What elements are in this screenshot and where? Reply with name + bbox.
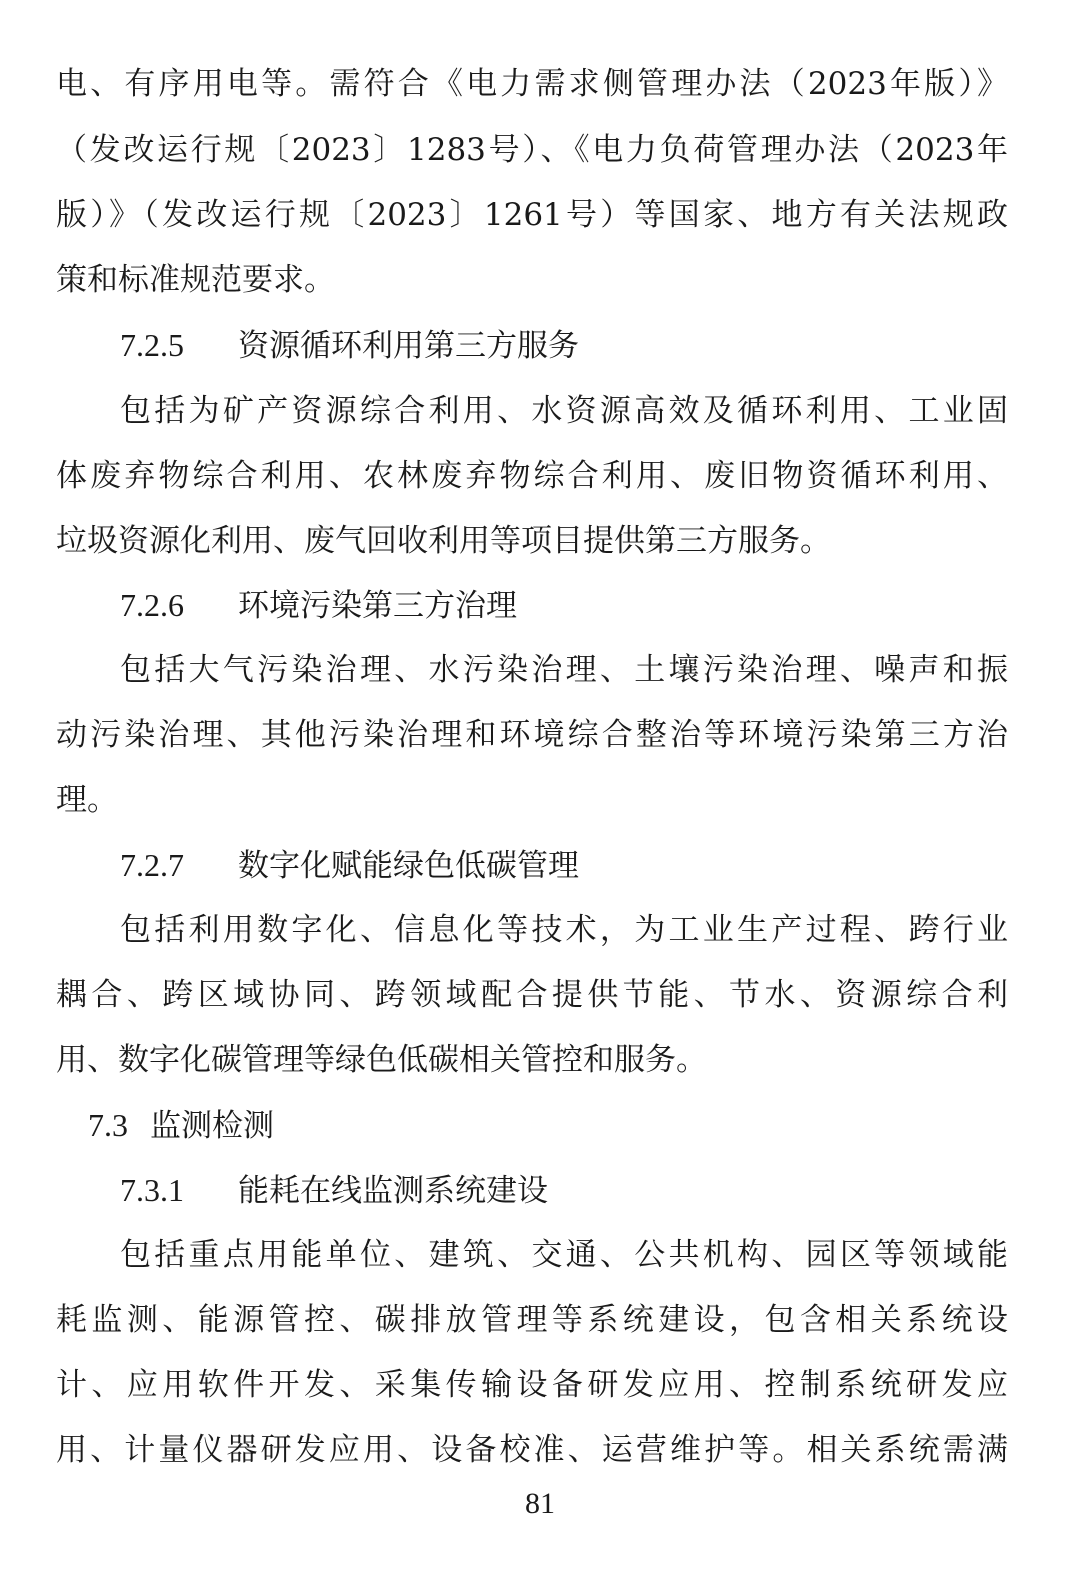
section-title: 能耗在线监测系统建设 xyxy=(238,1173,548,1209)
section-heading-7-2-6 xyxy=(120,581,517,629)
paragraph-line: 用、计量仪器研发应用、设备校准、运营维护等。相关系统需满 xyxy=(56,1432,1008,1468)
paragraph-line: 包括大气污染治理、水污染治理、土壤污染治理、噪声和振 xyxy=(120,652,1008,688)
section-number: 7.2.7 xyxy=(120,847,184,883)
section-heading-7-2-7 xyxy=(120,841,579,889)
section-number: 7.3.1 xyxy=(120,1172,184,1208)
paragraph-line: 垃圾资源化利用、废气回收利用等项目提供第三方服务。 xyxy=(56,523,831,559)
paragraph-line: 体废弃物综合利用、农林废弃物综合利用、废旧物资循环利用、 xyxy=(56,458,1008,494)
paragraph-line: 策和标准规范要求。 xyxy=(56,262,335,298)
paragraph-line: 计、应用软件开发、采集传输设备研发应用、控制系统研发应 xyxy=(56,1367,1008,1403)
section-title: 资源循环利用第三方服务 xyxy=(238,328,579,364)
paragraph-line: 电、有序用电等。需符合《电力需求侧管理办法（2023年版）》 xyxy=(56,66,1008,102)
section-number: 7.2.5 xyxy=(120,327,184,363)
paragraph-line: 包括利用数字化、信息化等技术，为工业生产过程、跨行业 xyxy=(120,912,1008,948)
paragraph-line: 包括重点用能单位、建筑、交通、公共机构、园区等领域能 xyxy=(120,1237,1008,1273)
section-title: 监测检测 xyxy=(150,1108,274,1144)
paragraph-line: 包括为矿产资源综合利用、水资源高效及循环利用、工业固 xyxy=(120,393,1008,429)
page-number: 81 xyxy=(525,1487,555,1520)
paragraph-line: 动污染治理、其他污染治理和环境综合整治等环境污染第三方治 xyxy=(56,717,1008,753)
paragraph-line: （发改运行规〔2023〕1283号）、《电力负荷管理办法（2023年 xyxy=(56,132,1008,168)
paragraph-line: 用、数字化碳管理等绿色低碳相关管控和服务。 xyxy=(56,1042,707,1078)
section-number: 7.2.6 xyxy=(120,587,184,623)
section-title: 环境污染第三方治理 xyxy=(238,588,517,624)
section-heading-7-3 xyxy=(88,1101,274,1149)
paragraph-line: 耗监测、能源管控、碳排放管理等系统建设，包含相关系统设 xyxy=(56,1302,1008,1338)
paragraph-line: 耦合、跨区域协同、跨领域配合提供节能、节水、资源综合利 xyxy=(56,977,1008,1013)
section-heading-7-3-1 xyxy=(120,1166,548,1214)
section-heading-7-2-5 xyxy=(120,321,579,369)
section-number: 7.3 xyxy=(88,1107,128,1143)
section-title: 数字化赋能绿色低碳管理 xyxy=(238,848,579,884)
paragraph-line: 版）》（发改运行规〔2023〕1261号）等国家、地方有关法规政 xyxy=(56,197,1008,233)
paragraph-line: 理。 xyxy=(56,782,118,818)
